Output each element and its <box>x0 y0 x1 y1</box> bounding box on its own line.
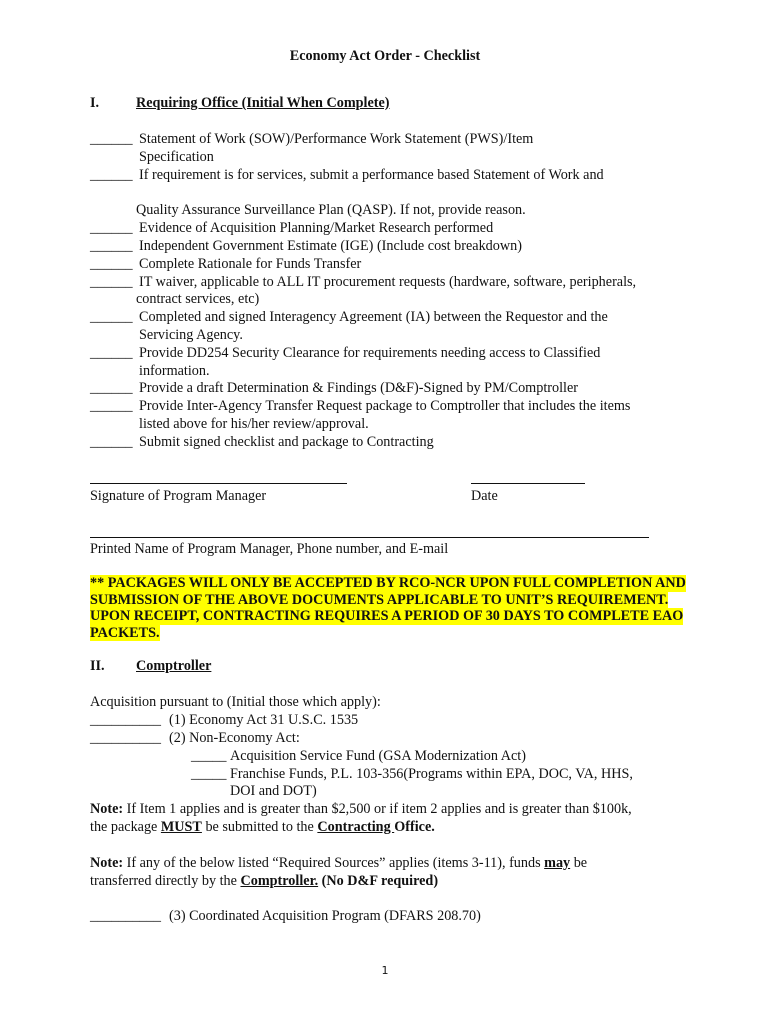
note-2-text: If any of the below listed “Required Sources” applies (items 3-11), funds <box>123 855 545 871</box>
checklist-item-sow: Statement of Work (SOW)/Performance Work Statement (PWS)/Item <box>139 131 534 147</box>
checklist-blank[interactable]: ______ <box>90 309 133 325</box>
note-1-text-c: be submitted to the <box>201 819 318 835</box>
comptroller-blank[interactable]: __________ <box>90 730 161 746</box>
no-df-required: (No D&F required) <box>318 873 439 889</box>
checklist-blank[interactable]: ______ <box>90 434 133 450</box>
comptroller-emphasis: Comptroller. <box>240 873 319 889</box>
note-1 <box>90 800 632 818</box>
page-title: Economy Act Order - Checklist <box>289 48 481 64</box>
note-label: Note: <box>90 801 124 817</box>
packages-notice <box>90 575 686 641</box>
note-2-text-b: be <box>570 855 588 871</box>
notice-line: UPON RECEIPT, CONTRACTING REQUIRES A PERIOD OF 30 DAYS TO COMPLETE EAO <box>90 608 684 624</box>
pm-signature-label: Signature of Program Manager <box>90 488 267 504</box>
may-emphasis: may <box>544 855 571 871</box>
checklist-item-sow-cont: Specification <box>139 149 214 165</box>
sub-blank[interactable]: _____ <box>191 766 227 782</box>
acquisition-intro: Acquisition pursuant to (Initial those which apply): <box>90 694 381 710</box>
checklist-item-it-waiver: IT waiver, applicable to ALL IT procurement requests (hardware, software, peripherals, <box>139 274 637 290</box>
checklist-blank[interactable]: ______ <box>90 380 133 396</box>
sub-item-franchise-funds: Franchise Funds, P.L. 103-356(Programs within EPA, DOC, VA, HHS, <box>230 766 633 782</box>
printed-name-line[interactable] <box>90 537 649 538</box>
section-1-number: I. <box>90 95 100 111</box>
comptroller-item-economy-act: (1) Economy Act 31 U.S.C. 1535 <box>169 712 359 728</box>
checklist-item-ia: Completed and signed Interagency Agreement (IA) between the Requestor and the <box>139 309 608 325</box>
page-number: 1 <box>381 964 389 977</box>
checklist-blank[interactable]: ______ <box>90 398 133 414</box>
checklist-blank[interactable]: ______ <box>90 238 133 254</box>
sub-item-acquisition-service-fund: Acquisition Service Fund (GSA Modernization Act) <box>230 748 526 764</box>
notice-line: PACKETS. <box>90 624 160 641</box>
checklist-blank[interactable]: ______ <box>90 274 133 290</box>
date-line[interactable] <box>471 483 585 484</box>
office-emphasis: Office. <box>394 819 435 835</box>
section-2-number: II. <box>90 658 105 674</box>
contracting-emphasis: Contracting <box>317 819 395 835</box>
checklist-blank[interactable]: ______ <box>90 167 133 183</box>
checklist-item-transfer-request-cont: listed above for his/her review/approval. <box>139 416 369 432</box>
note-label: Note: <box>90 855 124 871</box>
must-emphasis: MUST <box>160 819 202 835</box>
checklist-item-rationale: Complete Rationale for Funds Transfer <box>139 256 362 272</box>
checklist-item-transfer-request: Provide Inter-Agency Transfer Request package to Comptroller that includes the items <box>139 398 631 414</box>
checklist-item-submit: Submit signed checklist and package to Contracting <box>139 434 434 450</box>
notice-line: SUBMISSION OF THE ABOVE DOCUMENTS APPLICABLE TO UNIT’S REQUIREMENT. <box>90 591 669 608</box>
section-1-heading: Requiring Office (Initial When Complete) <box>136 95 390 111</box>
comptroller-item-non-economy-act: (2) Non-Economy Act: <box>169 730 300 746</box>
note-2 <box>90 854 587 872</box>
checklist-item-ia-cont: Servicing Agency. <box>139 327 243 343</box>
note-2-cont <box>90 872 438 890</box>
pm-signature-line[interactable] <box>90 483 347 484</box>
note-1-text-b: the package <box>90 819 161 835</box>
checklist-item-dd254: Provide DD254 Security Clearance for requirements needing access to Classified <box>139 345 601 361</box>
section-2-heading: Comptroller <box>136 658 212 674</box>
notice-line: ** PACKAGES WILL ONLY BE ACCEPTED BY RCO-NCR UPON FULL COMPLETION AND <box>90 575 686 591</box>
note-1-text: If Item 1 applies and is greater than $2,500 or if item 2 applies and is greater than $100k, <box>123 801 632 817</box>
checklist-blank[interactable]: ______ <box>90 131 133 147</box>
sub-blank[interactable]: _____ <box>191 748 227 764</box>
comptroller-item-coordinated-acquisition: (3) Coordinated Acquisition Program (DFARS 208.70) <box>169 908 481 924</box>
checklist-item-ige: Independent Government Estimate (IGE) (Include cost breakdown) <box>139 238 522 254</box>
date-label: Date <box>471 488 498 504</box>
checklist-item-services-cont: Quality Assurance Surveillance Plan (QASP). If not, provide reason. <box>136 202 526 218</box>
checklist-blank[interactable]: ______ <box>90 256 133 272</box>
printed-name-label: Printed Name of Program Manager, Phone number, and E-mail <box>90 541 449 557</box>
comptroller-blank[interactable]: __________ <box>90 908 161 924</box>
checklist-item-acq-planning: Evidence of Acquisition Planning/Market Research performed <box>139 220 494 236</box>
comptroller-blank[interactable]: __________ <box>90 712 161 728</box>
checklist-blank[interactable]: ______ <box>90 220 133 236</box>
checklist-item-services: If requirement is for services, submit a performance based Statement of Work and <box>139 167 604 183</box>
checklist-item-dd254-cont: information. <box>139 363 210 379</box>
checklist-item-df: Provide a draft Determination & Findings (D&F)-Signed by PM/Comptroller <box>139 380 578 396</box>
note-2-text-c: transferred directly by the <box>90 873 241 889</box>
checklist-blank[interactable]: ______ <box>90 345 133 361</box>
checklist-item-it-waiver-cont: contract services, etc) <box>136 291 260 307</box>
sub-item-franchise-funds-cont: DOI and DOT) <box>230 783 317 799</box>
note-1-cont <box>90 818 435 836</box>
